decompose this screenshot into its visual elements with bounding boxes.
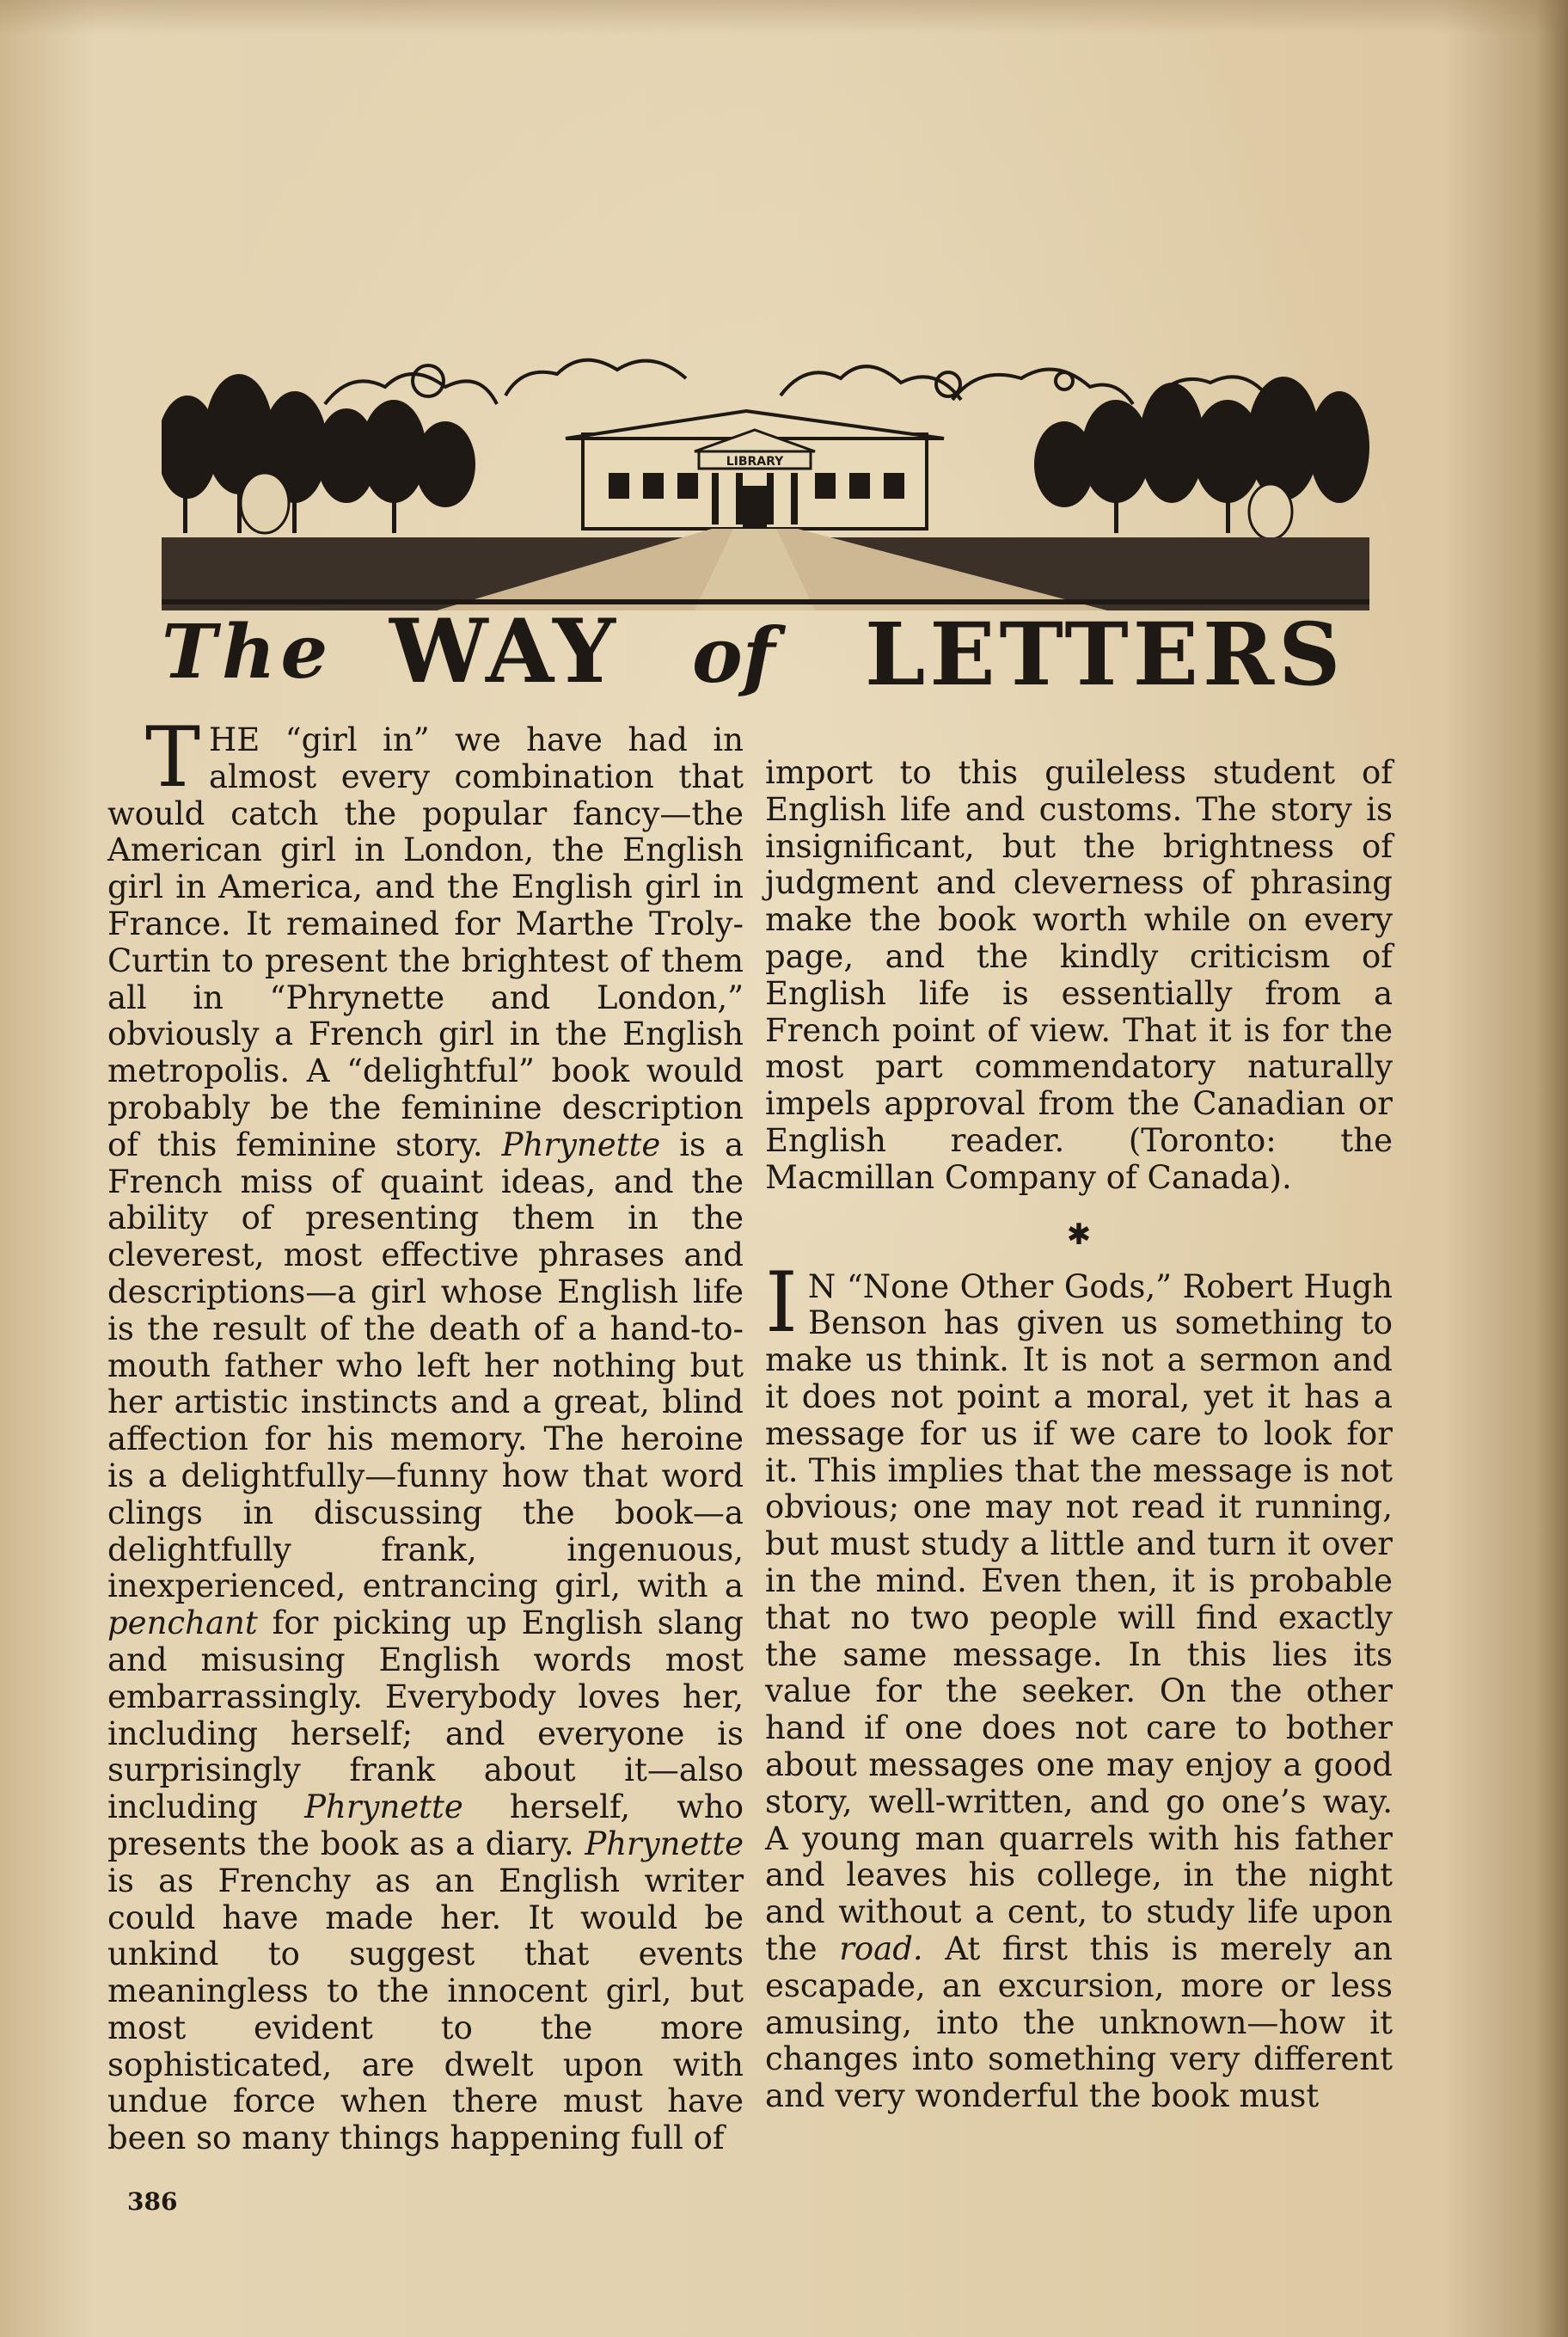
book-title-italic: Phrynette (501, 1126, 661, 1163)
page-top-shadow (0, 0, 1568, 34)
library-building (566, 411, 944, 529)
review-text: for picking up English slang and misusing English words most embarrassingly. Everybody loves her, including herself; and everyone is surprisingly frank about it—also including (107, 1604, 744, 1826)
book-title-italic: Phrynette (304, 1788, 463, 1826)
review-text: herself, who presents the book as a diary. (107, 1788, 744, 1862)
headline-of: of (692, 610, 775, 700)
review-phrynette-continued (765, 755, 1393, 1197)
review-text: is a French miss of quaint ideas, and the ability of presenting them in the cleverest, most effective phrases and descriptions—a girl whose English life is the result of the death of a hand-to-mouth father who left her nothing but her artistic instincts and a great, blind affection for his memory. The heroine is a delightfully—funny how that word clings in discussing the book—a delightfully frank, ingenuous, inexperienced, entrancing girl, with a (107, 1126, 744, 1605)
review-text: At first this is merely an escapade, an excursion, more or less amusing, into the unknown—how it changes into something very different and very wonderful the book must (765, 1929, 1393, 2115)
headline-letters: LETTERS (865, 604, 1345, 705)
book-title-italic: Phrynette (585, 1825, 744, 1862)
review-phrynette (107, 709, 744, 2157)
section-headline (162, 593, 1369, 722)
review-text: N “None Other Gods,” Robert Hugh Benson has given us something to make us think. It is not a sermon and it does not point a moral, yet it has a message for us if we care to look for it. This implies that the message is not obvious; one may not read it running, but must study a little and turn it over in the mind. Even then, it is probable that no two people will find exactly the same message. In this lies its value for the seeker. On the other hand if one does not care to bother about messages one may enjoy a good story, well-written, and go one’s way. A young man quarrels with his father and leaves his college, in the night and without a cent, to study life upon the (765, 1267, 1393, 1967)
review-text: is as Frenchy as an English writer could have made her. It would be unkind to suggest that events meaningless to the innocent girl, but most evident to the more sophisticated, are dwelt upon with undue force when there must have been so many things happening full of (107, 1862, 744, 2157)
headline-the: The (162, 609, 334, 696)
review-text: import to this guileless student of English life and customs. The story is insignificant, but the brightness of judgment and cleverness of phrasing make the book worth while on every page, and the kindly criticism of English life is essentially from a French point of view. That it is for the most part commendatory naturally impels approval from the Canadian or English reader. (Toronto: the Macmillan Company of Canada). (765, 754, 1393, 1196)
library-sign: LIBRARY (726, 455, 784, 469)
headline-way: WAY (389, 600, 619, 703)
left-column (107, 709, 744, 2157)
section-divider-asterisk: ✱ (1066, 1217, 1092, 1252)
library-illustration (162, 353, 1369, 628)
italic-word: penchant (107, 1604, 258, 1642)
page-number: 386 (127, 2187, 178, 2216)
dropcap: T (145, 709, 201, 806)
review-text: HE “girl in” we have had in almost every combination that would catch the popular fancy—the American girl in London, the English girl in America, and the English girl in France. It remained for Marthe Troly-Curtin to present the brightest of them all in “Phrynette and London,” obviously a French girl in the English metropolis. A “delightful” book would probably be the feminine description of this feminine story. (107, 721, 744, 1163)
review-none-other-gods (765, 1254, 1393, 2115)
right-column-flow (765, 755, 1393, 2115)
cloud-outlines (325, 360, 1271, 404)
dropcap: I (765, 1254, 798, 1351)
right-column (765, 755, 1393, 2115)
italic-word: road. (839, 1929, 923, 1967)
